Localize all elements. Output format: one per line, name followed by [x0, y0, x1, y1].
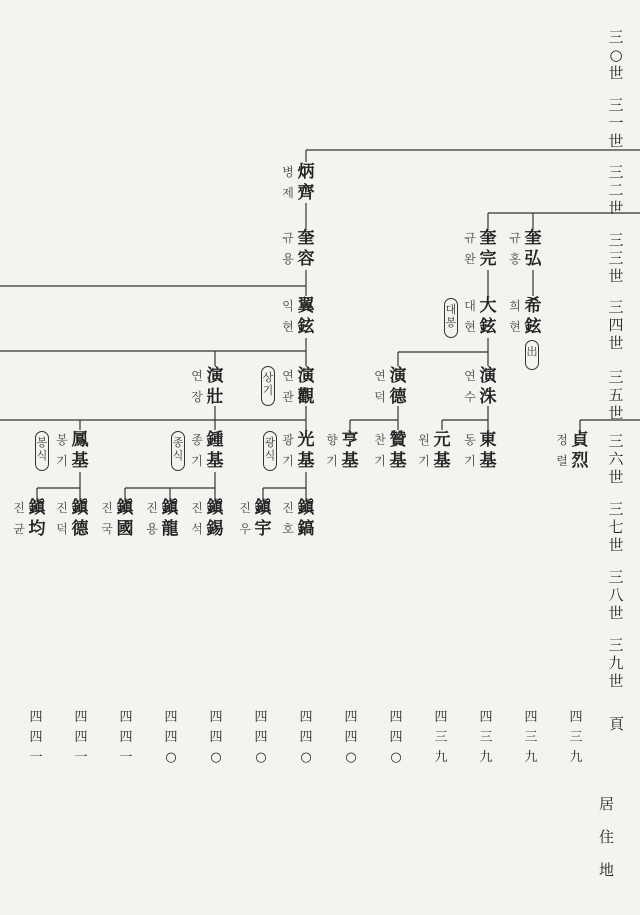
reading-jinyong: 진용 [146, 501, 158, 536]
note-huihyeon: 出 [525, 340, 539, 370]
person-daehyeon: 大鉉 [479, 296, 497, 337]
page-label: 頁 [607, 716, 625, 731]
person-donggi: 東基 [479, 430, 497, 471]
generation-30: 三○世 [608, 28, 624, 82]
person-byeongje: 炳齊 [297, 162, 315, 203]
person-jingyun: 鎭均 [28, 498, 46, 539]
reading-jinho: 진호 [282, 501, 294, 536]
reading-donggi: 동기 [464, 433, 476, 468]
reading-wongi: 원기 [418, 433, 430, 468]
reading-gyuhong: 규홍 [509, 231, 521, 266]
generation-36: 三六世 [608, 432, 624, 486]
page-number: 四四○ [344, 710, 358, 765]
person-jeongnyeol: 貞烈 [571, 430, 589, 471]
reading-gyuwan: 규완 [464, 231, 476, 266]
page-number: 四四○ [254, 710, 268, 765]
generation-34: 三四世 [608, 298, 624, 352]
person-yeondeok: 演德 [389, 366, 407, 407]
person-gyuhong: 奎弘 [524, 228, 542, 269]
person-yeongwan: 演觀 [297, 366, 315, 407]
person-bonggi: 鳳基 [71, 430, 89, 471]
reading-byeongje: 병제 [282, 165, 294, 200]
reading-jingyun: 진균 [13, 501, 25, 536]
person-jinwu: 鎭宇 [254, 498, 272, 539]
page-number: 四三九 [569, 710, 583, 765]
person-jindeok: 鎭德 [71, 498, 89, 539]
generation-32: 三二世 [608, 163, 624, 217]
page-number: 四四○ [299, 710, 313, 765]
person-jinho: 鎭鎬 [297, 498, 315, 539]
page-number: 四四○ [209, 710, 223, 765]
page-number: 四三九 [434, 710, 448, 765]
page-number: 四四○ [164, 710, 178, 765]
alias-gwanggi: 광식 [263, 431, 277, 471]
alias-jonggi: 종식 [171, 431, 185, 471]
reading-changi: 찬기 [374, 433, 386, 468]
reading-jeongnyeol: 정렬 [556, 433, 568, 468]
person-gyuyong: 奎容 [297, 228, 315, 269]
person-gwanggi: 光基 [297, 430, 315, 471]
page-number: 四四○ [389, 710, 403, 765]
reading-yeonsu: 연수 [464, 369, 476, 404]
reading-jinseok: 진석 [191, 501, 203, 536]
generation-31: 三一世 [608, 96, 624, 150]
reading-daehyeon: 대현 [464, 299, 476, 334]
person-changi: 贊基 [389, 430, 407, 471]
alias-bonggi: 봉식 [35, 431, 49, 471]
person-huihyeon: 希鉉 [524, 296, 542, 337]
reading-bonggi: 봉기 [56, 433, 68, 468]
page-number: 四三九 [479, 710, 493, 765]
reading-huihyeon: 희현 [509, 299, 521, 334]
reading-hyanggi: 향기 [326, 433, 338, 468]
alias-daehyeon: 대봉 [444, 298, 458, 338]
person-yeonsu: 演洙 [479, 366, 497, 407]
reading-jinwu: 진우 [239, 501, 251, 536]
generation-39: 三九世 [608, 636, 624, 690]
person-ikhyeon: 翼鉉 [297, 296, 315, 337]
reading-ikhyeon: 익현 [282, 299, 294, 334]
page-number: 四四一 [119, 710, 133, 765]
reading-jonggi: 종기 [191, 433, 203, 468]
reading-gwanggi: 광기 [282, 433, 294, 468]
person-jonggi: 鍾基 [206, 430, 224, 471]
page-number: 四四一 [29, 710, 43, 765]
reading-gyuyong: 규용 [282, 231, 294, 266]
person-jinseok: 鎭錫 [206, 498, 224, 539]
person-jinguk: 鎭國 [116, 498, 134, 539]
person-gyuwan: 奎完 [479, 228, 497, 269]
page-number: 四三九 [524, 710, 538, 765]
reading-yeongwan: 연관 [282, 369, 294, 404]
generation-38: 三八世 [608, 568, 624, 622]
reading-yeonjang: 연장 [191, 369, 203, 404]
person-jinyong: 鎭龍 [161, 498, 179, 539]
generation-33: 三三世 [608, 231, 624, 285]
page-number: 四四一 [74, 710, 88, 765]
residence-label: 居住地 [597, 796, 615, 895]
generation-37: 三七世 [608, 500, 624, 554]
reading-jinguk: 진국 [101, 501, 113, 536]
person-wongi: 元基 [433, 430, 451, 471]
person-hyanggi: 亨基 [341, 430, 359, 471]
alias-yeongwan: 상기 [261, 366, 275, 406]
reading-yeondeok: 연덕 [374, 369, 386, 404]
generation-35: 三五世 [608, 368, 624, 422]
reading-jindeok: 진덕 [56, 501, 68, 536]
person-yeonjang: 演壯 [206, 366, 224, 407]
